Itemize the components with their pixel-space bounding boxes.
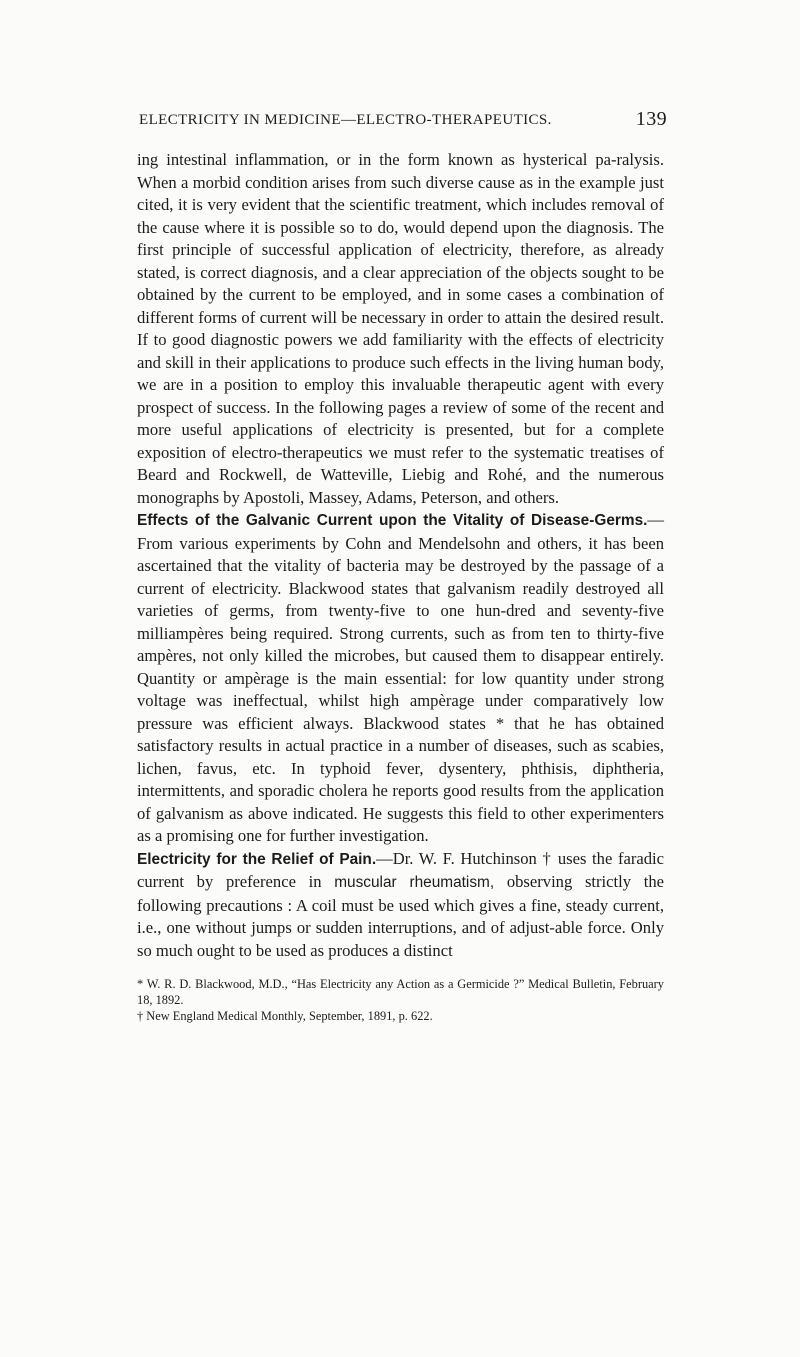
footnote-blackwood: * W. R. D. Blackwood, M.D., “Has Electricity any Action as a Germicide ?” Medical Bulletin, February 18, 1892. [137, 977, 664, 1007]
section-heading-galvanic: Effects of the Galvanic Current upon the Vitality of Disease-Germs. [137, 512, 648, 529]
page-number: 139 [635, 108, 667, 130]
footnotes [137, 976, 664, 1024]
body-text [137, 149, 664, 962]
section-heading-pain: Electricity for the Relief of Pain. [137, 850, 377, 868]
paragraph-relief-of-pain [137, 848, 664, 963]
paragraph-galvanic-germs [137, 509, 664, 848]
section-text-pain-b: observing strictly the following precautions : A coil must be used which gives a fine, steady current, i.e., one without jumps or sudden interruptions, and of adjust-able force. Only so much ought to be used as produces a distinct [137, 872, 664, 960]
running-head-title: ELECTRICITY IN MEDICINE—ELECTRO-THERAPEUTICS. [139, 112, 552, 128]
running-head [137, 108, 667, 136]
section-text-galvanic: —From various experiments by Cohn and Mendelsohn and others, it has been ascertained that the vitality of bacteria may be destroyed by the passage of a current of electricity. Blackwood states that galvanism readily destroyed all varieties of germs, from twenty-five to one hun-dred and seventy-five milliampères being required. Strong currents, such as from ten to thirty-five ampères, not only killed the microbes, but caused them to disappear entirely. Quantity or ampèrage is the main essential: for low quantity under strong voltage was ineffectual, whilst high ampèrage under comparatively low pressure was efficient always. Blackwood states * that he has obtained satisfactory results in actual practice in a number of diseases, such as scabies, lichen, favus, etc. In typhoid fever, dysentery, phthisis, diphtheria, intermittents, and sporadic cholera he reports good results from the application of galvanism as above indicated. He suggests this field to other experimenters as a promising one for further investigation. [137, 510, 664, 845]
footnote-hutchinson: † New England Medical Monthly, September, 1891, p. 622. [137, 1009, 433, 1023]
paragraph-intro: ing intestinal inflammation, or in the form known as hysterical pa-ralysis. When a morbid condition arises from such diverse cause as in the example just cited, it is very evident that the scientific treatment, which includes removal of the cause where it is possible so to do, would depend upon the diagnosis. The first principle of successful application of electricity, therefore, as already stated, is correct diagnosis, and a clear appreciation of the objects sought to be obtained by the current to be employed, and in some cases a combination of different forms of current will be necessary in order to attain the desired result. If to good diagnostic powers we add familiarity with the effects of electricity and skill in their applications to produce such effects in the living human body, we are in a position to employ this invaluable therapeutic agent with every prospect of success. In the following pages a review of some of the recent and more useful applications of electricity is presented, but for a complete exposition of electro-therapeutics we must refer to the systematic treatises of Beard and Rockwell, de Watteville, Liebig and Rohé, and the numerous monographs by Apostoli, Massey, Adams, Peterson, and others. [137, 150, 664, 507]
section-text-pain-a: —Dr. W. F. Hutchinson † uses the faradic current by preference in [137, 848, 664, 891]
inline-term-rheumatism: muscular rheumatism, [334, 874, 495, 891]
book-page [137, 108, 667, 1024]
